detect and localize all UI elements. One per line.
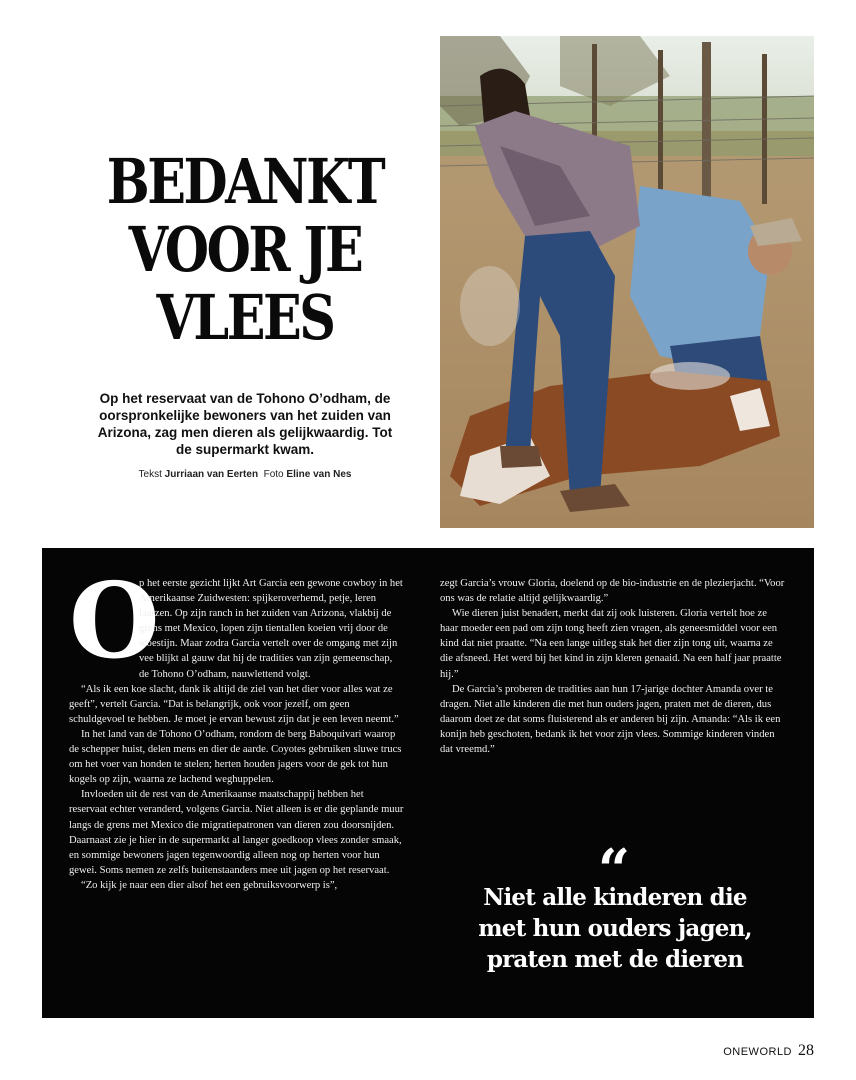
intro-text: Op het reservaat van de Tohono O’odham, de oorspronkelijke bewoners van het zuiden van Arizona, zag men dieren als gelijkwaardig. Tot de supermarkt kwam. xyxy=(97,391,393,457)
credits-text-label: Tekst xyxy=(138,469,162,480)
credits-photo-label: Foto xyxy=(263,469,284,480)
article-body-panel xyxy=(42,548,814,1018)
quote-mark-icon: “ xyxy=(597,837,631,903)
body-column-right xyxy=(440,576,786,757)
body-paragraph: “Als ik een koe slacht, dank ik altijd de ziel van het dier voor alles wat ze geeft”, vertelt Garcia. “Dat is belangrijk, ook voor jezelf, om geen schuldgevoel te hebben. Je moet je ervan bewust zijn dat je een leven neemt.” xyxy=(69,683,399,725)
headline xyxy=(93,145,396,354)
body-paragraph: “Zo kijk je naar een dier alsof het een gebruiksvoorwerp is”, xyxy=(81,879,338,891)
article-photo xyxy=(440,36,814,528)
magazine-brand: ONEWORLD xyxy=(723,1046,792,1058)
body-paragraph: Wie dieren juist benadert, merkt dat zij ook luisteren. Gloria vertelt hoe ze haar moeder een pad om zijn tong heeft zien vragen, als geneesmiddel voor een kind dat niet praatte. “Na een lange uitleg stak het dier zijn tong uit, waarna ze die afsneed. Het werd bij het kind in zijn kleren genaaid. Na een half jaar praatte hij.” xyxy=(440,608,782,680)
page-footer xyxy=(723,1042,814,1060)
credits xyxy=(90,469,400,480)
body-paragraph: p het eerste gezicht lijkt Art Garcia een gewone cowboy in het Amerikaanse Zuidwesten: spijkeroverhemd, petje, leren laarzen. Op zijn ranch in het zuiden van Arizona, vlakbij de grens met Mexico, lopen zijn tientallen koeien vrij door de woestijn. Maar zodra Garcia vertelt over de omgang met zijn vee blijkt al gauw dat hij de tradities van zijn gemeenschap, de Tohono O’odham, nauwlettend volgt. xyxy=(139,578,403,680)
body-paragraph: In het land van de Tohono O’odham, rondom de berg Baboquivari waarop de schepper huist, delen mens en dier de aarde. Coyotes gebruiken sluwe trucs om het voer van honden te stelen; herten houden jagers voor de gek tot hun kogels op zijn, waarna ze lachend weghuppelen. xyxy=(69,728,402,786)
credits-photographer: Eline van Nes xyxy=(286,469,352,480)
photo-illustration xyxy=(440,36,814,528)
body-paragraph: Invloeden uit de rest van de Amerikaanse maatschappij hebben het reservaat echter veranderd, volgens Garcia. Niet alleen is er die geplande muur langs de grens met Mexico die migratiepatronen van dieren zou doorsnijden. Daarnaast zie je hier in de supermarkt al langer goedkoop vlees zonder smaak, en sommige bewoners jagen tegenwoordig alleen nog op herten voor hun gewei. Soms nemen ze zelfs buitenstaanders mee uit jagen op het reservaat. xyxy=(69,789,404,876)
drop-cap: O xyxy=(69,559,160,682)
headline-line: VLEES xyxy=(156,281,334,354)
pull-quote: Niet alle kinderen die met hun ouders jagen, praten met de dieren xyxy=(478,884,752,973)
headline-line: VOOR JE xyxy=(128,213,362,286)
page-number: 28 xyxy=(798,1042,814,1059)
body-column-left xyxy=(69,559,404,893)
headline-line: BEDANKT xyxy=(106,145,384,218)
credits-author: Jurriaan van Eerten xyxy=(164,469,259,480)
body-paragraph: De Garcia’s proberen de tradities aan hun 17-jarige dochter Amanda over te dragen. Niet alle kinderen die met hun ouders jagen, praten met de dieren, dus daarom doet ze dat soms fluisterend als er anderen bij zijn. Amanda: “Als ik een konijn heb geschoten, bedank ik het voor zijn vlees. Sommige kinderen vinden dat vreemd.” xyxy=(440,683,781,756)
body-paragraph: zegt Garcia’s vrouw Gloria, doelend op de bio-industrie en de plezierjacht. “Voor ons was de relatie altijd gelijkwaardig.” xyxy=(440,578,785,605)
